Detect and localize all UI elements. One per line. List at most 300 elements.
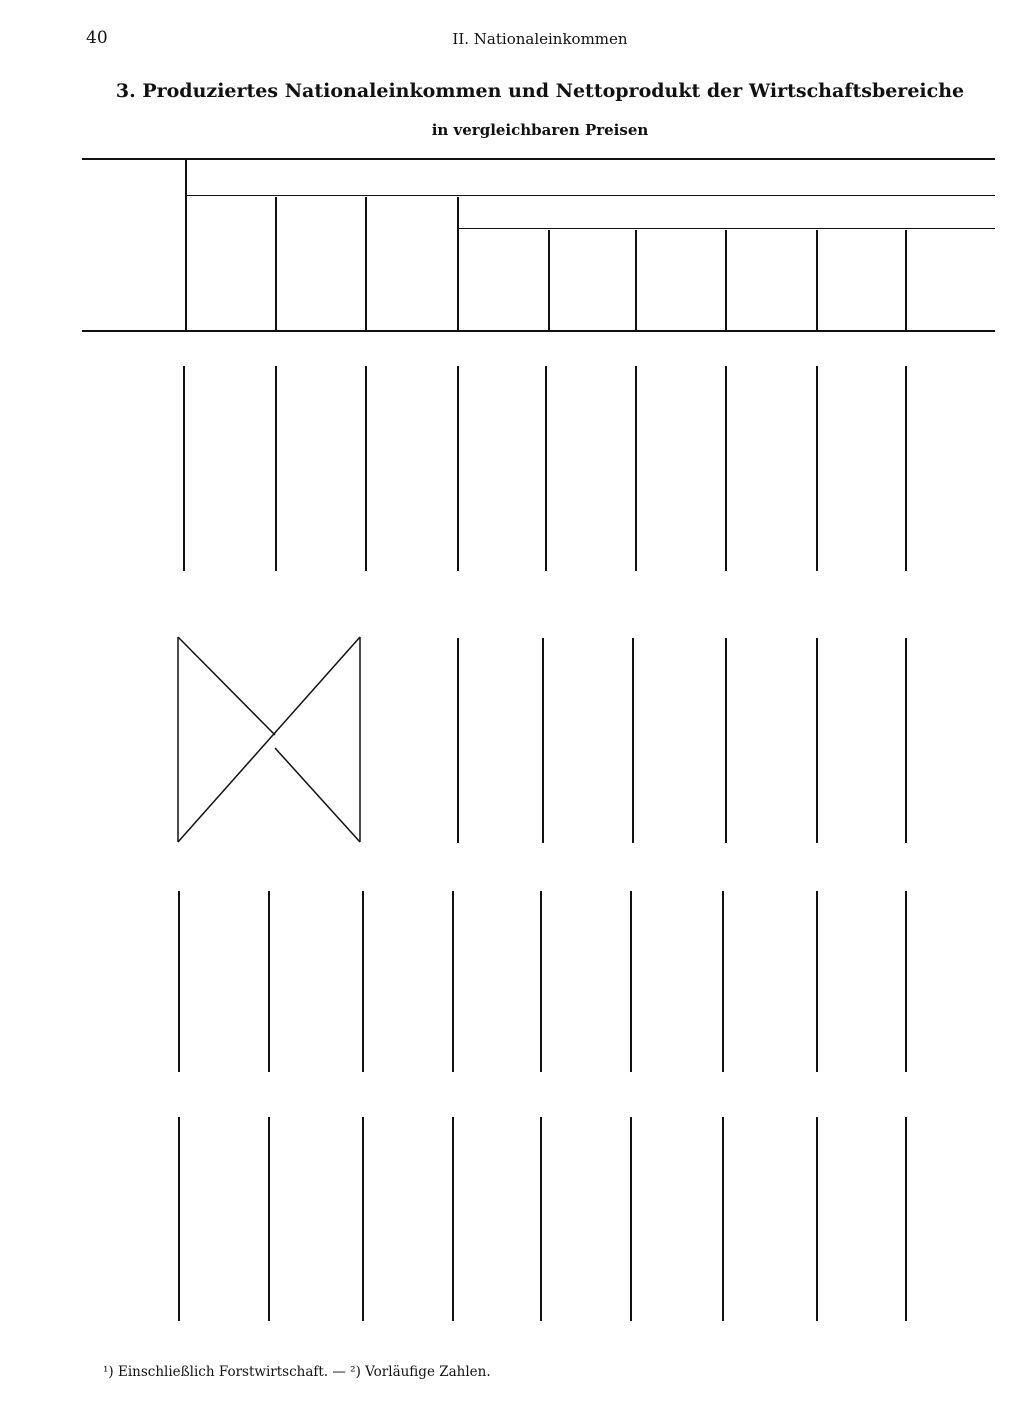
table-cell — [888, 1280, 968, 1298]
table-cell — [801, 1162, 881, 1180]
table-cell — [888, 686, 968, 704]
table-cell — [528, 1303, 608, 1321]
table-cell — [707, 757, 787, 775]
table-cell — [441, 1280, 521, 1298]
rule-group — [185, 195, 995, 196]
table-cell — [170, 913, 250, 931]
table-cell — [888, 828, 968, 846]
table-cell — [258, 1115, 338, 1133]
table-title: 3. Produziertes Nationaleinkommen und Nettoprodukt der Wirtschaftsbereiche — [115, 80, 965, 102]
table-cell — [258, 1280, 338, 1298]
table-cell — [707, 1209, 787, 1227]
table-cell — [707, 663, 787, 681]
table-cell — [801, 757, 881, 775]
table-cell — [353, 889, 433, 907]
table-cell — [888, 485, 968, 503]
table-cell — [801, 532, 881, 550]
table-cell — [170, 553, 250, 571]
table-cell — [888, 414, 968, 432]
cross-line — [178, 637, 360, 842]
table-cell — [353, 983, 433, 1001]
header-separator — [548, 230, 550, 330]
header-separator — [185, 160, 187, 330]
table-cell — [707, 1139, 787, 1157]
table-cell — [801, 663, 881, 681]
table-cell — [353, 707, 433, 725]
table-cell — [621, 754, 701, 772]
table-cell — [707, 963, 787, 981]
table-cell — [441, 1256, 521, 1274]
table-cell — [801, 986, 881, 1004]
table-cell — [801, 1010, 881, 1028]
table-cell — [707, 1162, 787, 1180]
table-cell — [528, 1280, 608, 1298]
table-cell — [258, 435, 338, 453]
table-cell — [621, 1209, 701, 1227]
table-cell — [621, 1054, 701, 1072]
table-cell — [258, 1007, 338, 1025]
table-cell — [353, 1007, 433, 1025]
table-cell — [170, 889, 250, 907]
table-cell — [621, 411, 701, 429]
table-cell — [707, 414, 787, 432]
table-cell — [441, 1030, 521, 1048]
table-cell — [353, 529, 433, 547]
table-cell — [353, 1280, 433, 1298]
table-cell — [888, 986, 968, 1004]
table-cell — [801, 509, 881, 527]
table-cell — [353, 730, 433, 748]
table-cell — [441, 388, 521, 406]
table-cell — [353, 936, 433, 954]
table-cell — [528, 913, 608, 931]
header-separator — [905, 230, 907, 330]
table-cell — [441, 1233, 521, 1251]
table-cell — [801, 686, 881, 704]
table-cell — [258, 913, 338, 931]
table-cell — [441, 636, 521, 654]
table-cell — [888, 1233, 968, 1251]
table-cell — [528, 458, 608, 476]
table-cell — [170, 1030, 250, 1048]
table-cell — [528, 1162, 608, 1180]
table-cell — [528, 754, 608, 772]
table-cell — [707, 367, 787, 385]
table-cell — [258, 388, 338, 406]
table-cell — [888, 1057, 968, 1075]
table-cell — [258, 1209, 338, 1227]
table-cell — [353, 1303, 433, 1321]
table-cell — [170, 1115, 250, 1133]
table-cell — [441, 730, 521, 748]
table-cell — [528, 388, 608, 406]
table-cell — [528, 1186, 608, 1204]
table-cell — [170, 1007, 250, 1025]
table-cell — [801, 391, 881, 409]
table-cell — [888, 757, 968, 775]
table-cell — [707, 391, 787, 409]
table-cell — [621, 1233, 701, 1251]
table-cell — [170, 1162, 250, 1180]
table-cell — [888, 963, 968, 981]
table-cell — [170, 411, 250, 429]
table-cell — [801, 781, 881, 799]
table-cell — [707, 1115, 787, 1133]
table-cell — [801, 1280, 881, 1298]
table-cell — [528, 1209, 608, 1227]
table-cell — [621, 707, 701, 725]
table-cell — [801, 1256, 881, 1274]
table-cell — [801, 556, 881, 574]
header-separator — [816, 230, 818, 330]
table-cell — [170, 506, 250, 524]
table-cell — [353, 1054, 433, 1072]
table-cell — [801, 438, 881, 456]
table-cell — [258, 936, 338, 954]
table-cell — [801, 1233, 881, 1251]
cross-line — [178, 637, 275, 735]
table-cell — [707, 892, 787, 910]
table-cell — [528, 435, 608, 453]
table-cell — [353, 754, 433, 772]
table-cell — [258, 506, 338, 524]
table-cell — [707, 986, 787, 1004]
table-cell — [441, 801, 521, 819]
table-cell — [170, 435, 250, 453]
table-cell — [258, 889, 338, 907]
table-cell — [707, 828, 787, 846]
table-cell — [528, 825, 608, 843]
table-cell — [621, 1115, 701, 1133]
table-cell — [441, 506, 521, 524]
header-separator — [365, 197, 367, 330]
table-cell — [258, 1303, 338, 1321]
table-cell — [707, 532, 787, 550]
table-cell — [801, 963, 881, 981]
table-cell — [170, 1280, 250, 1298]
table-cell — [801, 1115, 881, 1133]
table-cell — [888, 1115, 968, 1133]
table-cell — [528, 683, 608, 701]
table-cell — [441, 529, 521, 547]
table-cell — [707, 1303, 787, 1321]
header-separator — [275, 197, 277, 330]
table-cell — [258, 458, 338, 476]
table-cell — [528, 364, 608, 382]
table-cell — [707, 509, 787, 527]
table-cell — [888, 939, 968, 957]
table-cell — [621, 1030, 701, 1048]
table-cell — [170, 1233, 250, 1251]
table-cell — [621, 1139, 701, 1157]
table-cell — [528, 936, 608, 954]
footnote: ¹) Einschließlich Forstwirtschaft. — ²) Vorläufige Zahlen. — [103, 1364, 491, 1380]
table-cell — [621, 553, 701, 571]
table-cell — [801, 710, 881, 728]
table-cell — [353, 913, 433, 931]
table-cell — [353, 458, 433, 476]
table-cell — [888, 1162, 968, 1180]
table-cell — [801, 1303, 881, 1321]
table-cell — [441, 1162, 521, 1180]
table-cell — [621, 778, 701, 796]
rule-subgroup — [457, 228, 995, 229]
table-cell — [707, 639, 787, 657]
table-cell — [441, 482, 521, 500]
table-cell — [801, 1057, 881, 1075]
table-cell — [621, 983, 701, 1001]
table-cell — [707, 461, 787, 479]
table-cell — [258, 529, 338, 547]
table-cell — [170, 1209, 250, 1227]
rule-header-bottom — [82, 330, 995, 332]
table-cell — [528, 553, 608, 571]
table-cell — [707, 710, 787, 728]
table-cell — [441, 364, 521, 382]
table-cell — [353, 388, 433, 406]
header-separator — [635, 230, 637, 330]
table-cell — [441, 960, 521, 978]
table-cell — [258, 960, 338, 978]
table-cell — [258, 411, 338, 429]
table-cell — [707, 916, 787, 934]
table-cell — [258, 553, 338, 571]
table-cell — [707, 1233, 787, 1251]
table-cell — [528, 660, 608, 678]
table-cell — [707, 1186, 787, 1204]
table-cell — [258, 1139, 338, 1157]
table-cell — [888, 556, 968, 574]
table-cell — [353, 1030, 433, 1048]
table-cell — [888, 781, 968, 799]
table-cell — [353, 435, 433, 453]
table-cell — [528, 730, 608, 748]
table-cell — [621, 936, 701, 954]
table-cell — [707, 1033, 787, 1051]
table-cell — [888, 1010, 968, 1028]
table-cell — [801, 733, 881, 751]
table-cell — [528, 411, 608, 429]
page-number: 40 — [86, 28, 108, 48]
table-cell — [170, 1139, 250, 1157]
table-cell — [801, 892, 881, 910]
table-cell — [801, 804, 881, 822]
table-cell — [528, 529, 608, 547]
table-cell — [170, 364, 250, 382]
table-cell — [801, 939, 881, 957]
table-cell — [621, 1303, 701, 1321]
table-cell — [170, 1256, 250, 1274]
table-cell — [441, 913, 521, 931]
table-cell — [353, 1186, 433, 1204]
table-cell — [621, 1162, 701, 1180]
table-cell — [528, 1115, 608, 1133]
table-cell — [801, 1209, 881, 1227]
table-cell — [441, 889, 521, 907]
header-separator — [457, 197, 459, 330]
table-cell — [353, 1139, 433, 1157]
table-cell — [528, 1054, 608, 1072]
table-cell — [441, 936, 521, 954]
table-cell — [888, 710, 968, 728]
table-cell — [621, 960, 701, 978]
table-cell — [353, 825, 433, 843]
table-cell — [621, 1256, 701, 1274]
table-cell — [801, 639, 881, 657]
table-cell — [258, 1162, 338, 1180]
table-cell — [801, 1139, 881, 1157]
table-cell — [528, 960, 608, 978]
table-cell — [707, 1256, 787, 1274]
rule-top — [82, 158, 995, 160]
table-cell — [353, 553, 433, 571]
table-cell — [170, 458, 250, 476]
table-cell — [707, 781, 787, 799]
table-cell — [528, 506, 608, 524]
running-head: II. Nationaleinkommen — [452, 30, 628, 48]
table-cell — [353, 506, 433, 524]
table-cell — [707, 1010, 787, 1028]
table-cell — [801, 485, 881, 503]
table-cell — [801, 916, 881, 934]
table-cell — [888, 391, 968, 409]
table-cell — [621, 825, 701, 843]
table-cell — [707, 939, 787, 957]
table-cell — [353, 1209, 433, 1227]
table-cell — [621, 364, 701, 382]
table-cell — [528, 1139, 608, 1157]
table-cell — [888, 1209, 968, 1227]
table-cell — [353, 1256, 433, 1274]
table-cell — [707, 733, 787, 751]
table-cell — [170, 529, 250, 547]
table-cell — [441, 1115, 521, 1133]
table-cell — [707, 485, 787, 503]
table-cell — [888, 733, 968, 751]
table-cell — [258, 1186, 338, 1204]
table-cell — [441, 983, 521, 1001]
table-cell — [888, 916, 968, 934]
table-cell — [621, 1186, 701, 1204]
table-cell — [353, 683, 433, 701]
table-cell — [528, 1256, 608, 1274]
table-cell — [441, 1186, 521, 1204]
table-cell — [801, 1186, 881, 1204]
table-cell — [441, 707, 521, 725]
table-cell — [170, 1303, 250, 1321]
table-cell — [888, 532, 968, 550]
table-cell — [801, 461, 881, 479]
table-cell — [621, 529, 701, 547]
table-cell — [801, 1033, 881, 1051]
table-cell — [258, 1054, 338, 1072]
table-cell — [528, 707, 608, 725]
table-cell — [170, 1186, 250, 1204]
table-cell — [801, 367, 881, 385]
table-cell — [170, 388, 250, 406]
table-cell — [528, 983, 608, 1001]
table-cell — [528, 636, 608, 654]
table-cell — [528, 889, 608, 907]
table-cell — [528, 482, 608, 500]
table-cell — [801, 828, 881, 846]
table-cell — [353, 411, 433, 429]
table-cell — [353, 482, 433, 500]
table-cell — [170, 1054, 250, 1072]
table-cell — [888, 892, 968, 910]
table-cell — [888, 1256, 968, 1274]
table-cell — [441, 411, 521, 429]
table-cell — [621, 482, 701, 500]
table-cell — [888, 509, 968, 527]
table-cell — [707, 1057, 787, 1075]
table-cell — [528, 1233, 608, 1251]
table-cell — [441, 754, 521, 772]
table-cell — [621, 636, 701, 654]
table-cell — [441, 778, 521, 796]
table-cell — [170, 936, 250, 954]
table-cell — [258, 1233, 338, 1251]
table-cell — [353, 1233, 433, 1251]
table-cell — [441, 1209, 521, 1227]
table-cell — [621, 801, 701, 819]
table-cell — [888, 639, 968, 657]
table-cell — [621, 913, 701, 931]
table-cell — [441, 1303, 521, 1321]
table-cell — [441, 1054, 521, 1072]
table-cell — [707, 804, 787, 822]
table-cell — [353, 960, 433, 978]
table-cell — [621, 660, 701, 678]
table-cell — [621, 730, 701, 748]
table-cell — [441, 435, 521, 453]
table-subtitle: in vergleichbaren Preisen — [431, 121, 649, 139]
table-cell — [258, 364, 338, 382]
table-cell — [621, 1007, 701, 1025]
table-cell — [441, 1139, 521, 1157]
table-cell — [707, 438, 787, 456]
table-cell — [621, 683, 701, 701]
table-cell — [888, 1139, 968, 1157]
table-cell — [528, 1030, 608, 1048]
table-cell — [170, 960, 250, 978]
table-cell — [353, 778, 433, 796]
table-cell — [707, 686, 787, 704]
table-cell — [888, 367, 968, 385]
table-cell — [888, 1186, 968, 1204]
table-cell — [353, 1115, 433, 1133]
table-cell — [258, 482, 338, 500]
table-cell — [528, 801, 608, 819]
table-cell — [621, 889, 701, 907]
table-cell — [888, 461, 968, 479]
table-cell — [707, 1280, 787, 1298]
table-cell — [353, 364, 433, 382]
table-cell — [888, 804, 968, 822]
table-cell — [621, 458, 701, 476]
table-cell — [353, 636, 433, 654]
table-cell — [258, 1030, 338, 1048]
table-cell — [441, 553, 521, 571]
table-cell — [353, 660, 433, 678]
table-cell — [528, 778, 608, 796]
table-cell — [441, 660, 521, 678]
cross-line — [275, 748, 360, 842]
table-cell — [888, 1303, 968, 1321]
table-cell — [707, 556, 787, 574]
table-cell — [888, 663, 968, 681]
table-cell — [353, 1162, 433, 1180]
